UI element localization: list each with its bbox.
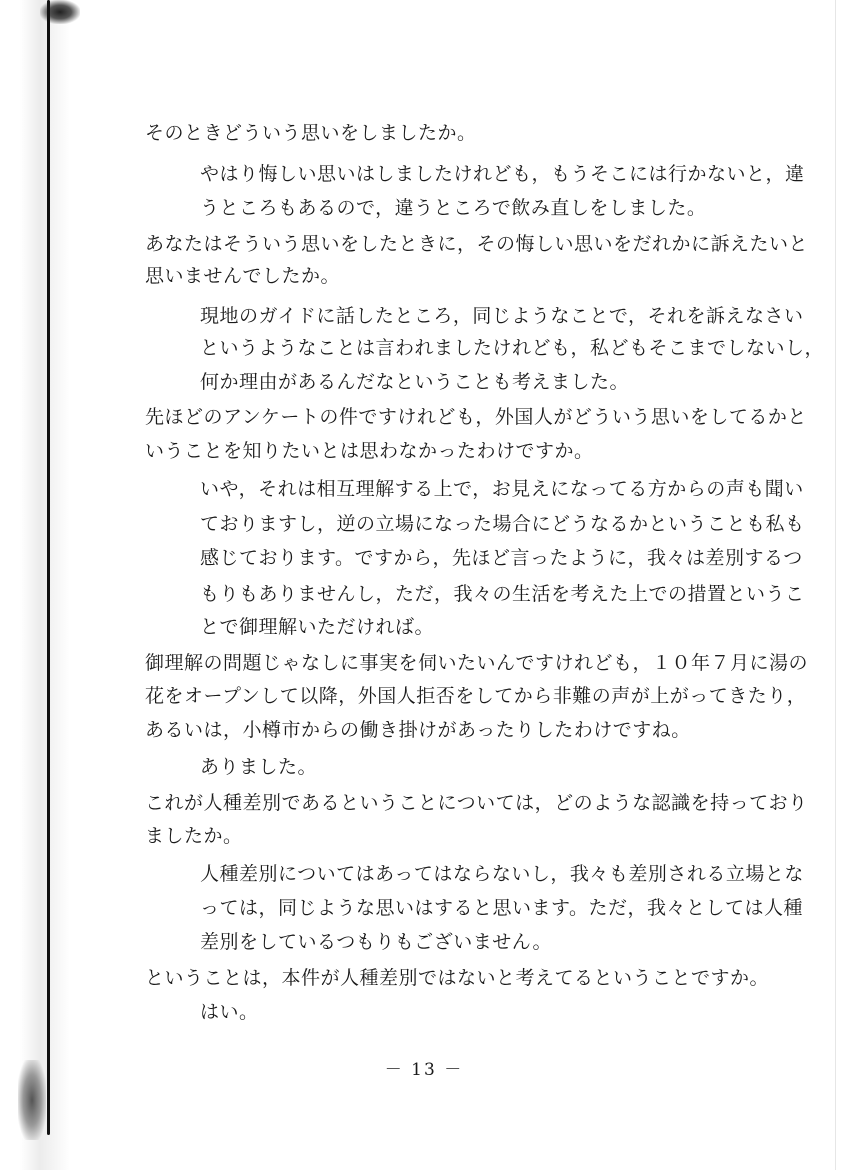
answer-line: うところもあるので，違うところで飲み直しをしました。 xyxy=(200,197,707,219)
question-line: 花をオープンして以降，外国人拒否をしてから非難の声が上がってきたり， xyxy=(145,685,807,707)
answer-line: やはり悔しい思いはしましたけれども，もうそこには行かないと，違 xyxy=(200,163,805,185)
answer-line: 何か理由があるんだなということも考えました。 xyxy=(200,371,630,393)
question-line: ましたか。 xyxy=(145,825,243,847)
answer-line: っては，同じような思いはすると思います。ただ，我々としては人種 xyxy=(200,897,803,919)
answer-line: もりもありませんし，ただ，我々の生活を考えた上での措置というこ xyxy=(200,583,805,605)
question-line: 先ほどのアンケートの件ですけれども，外国人がどういう思いをしてるかと xyxy=(145,406,807,428)
question-line: あなたはそういう思いをしたときに，その悔しい思いをだれかに訴えたいと xyxy=(145,233,809,255)
answer-line: 感じております。ですから，先ほど言ったように，我々は差別するつ xyxy=(200,547,803,569)
question-line: いうことを知りたいとは思わなかったわけですか。 xyxy=(145,440,594,462)
question-line: 思いませんでしたか。 xyxy=(145,265,341,287)
question-line: これが人種差別であるということについては，どのような認識を持っており xyxy=(145,792,808,814)
answer-line: ありました。 xyxy=(200,756,318,778)
question-line: ということは，本件が人種差別ではないと考えてるということですか。 xyxy=(145,967,770,989)
question-line: あるいは，小樽市からの働き掛けがあったりしたわけですね。 xyxy=(145,719,691,741)
answer-line: 人種差別についてはあってはならないし，我々も差別される立場とな xyxy=(200,863,804,885)
question-line: そのときどういう思いをしましたか。 xyxy=(145,122,477,144)
page-number: － 13 － xyxy=(384,1060,464,1080)
answer-line: いや，それは相互理解する上で，お見えになってる方からの声も聞い xyxy=(200,478,804,500)
question-line: 御理解の問題じゃなしに事実を伺いたいんですけれども，１０年７月に湯の xyxy=(145,652,809,674)
answer-line: とで御理解いただければ。 xyxy=(200,616,435,638)
answer-line: はい。 xyxy=(200,1001,259,1023)
answer-line: ておりますし，逆の立場になった場合にどうなるかということも私も xyxy=(200,513,805,535)
answer-line: 現地のガイドに話したところ，同じようなことで，それを訴えなさい xyxy=(200,305,804,327)
answer-line: 差別をしているつもりもございません。 xyxy=(200,931,552,953)
answer-line: というようなことは言われましたけれども，私どもそこまでしないし， xyxy=(200,337,825,359)
